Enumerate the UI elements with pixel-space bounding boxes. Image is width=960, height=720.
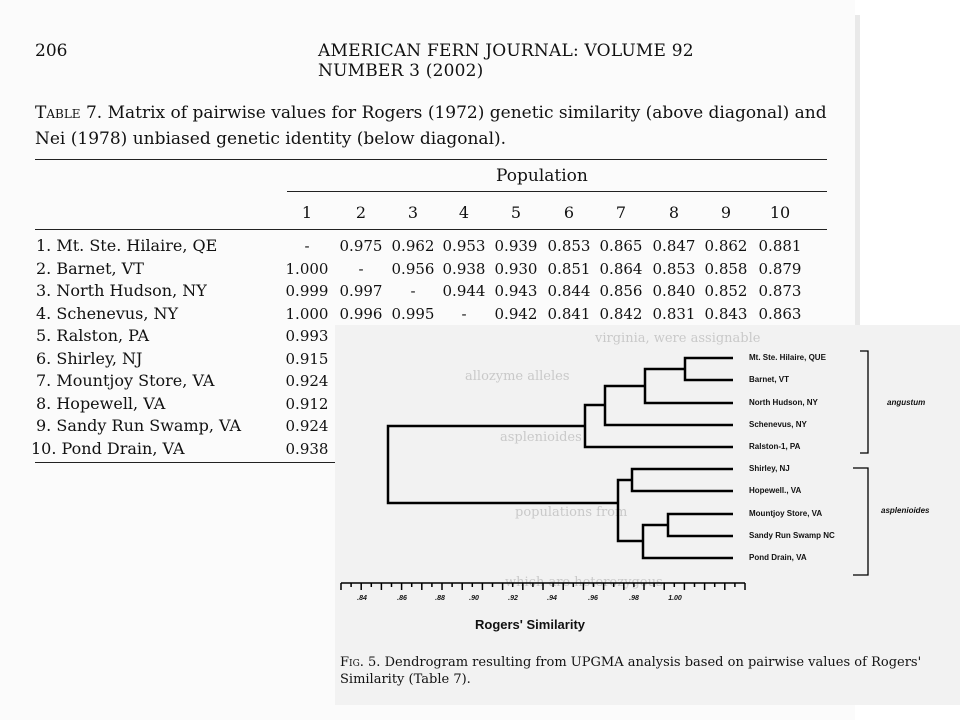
- branch: [645, 369, 733, 403]
- table-cell: 0.995: [391, 304, 435, 323]
- table-cell: 0.975: [339, 237, 383, 255]
- table-cell: 0.938: [285, 439, 329, 458]
- row-label: 4. Schenevus, NY: [36, 303, 179, 323]
- table-cell: 0.862: [704, 237, 748, 255]
- table-label: Table 7.: [35, 103, 103, 123]
- branch: [388, 426, 618, 503]
- bracket-asplenioides: [853, 468, 868, 575]
- journal-title: AMERICAN FERN JOURNAL: VOLUME 92 NUMBER 3 (2002): [318, 41, 694, 81]
- table-cell: 1.000: [285, 304, 329, 323]
- header-bottom-rule: [35, 229, 827, 230]
- table-cell: 0.865: [599, 237, 643, 255]
- table-top-rule: [35, 159, 827, 160]
- page-header: [35, 41, 725, 81]
- column-header: 8: [668, 203, 680, 222]
- leaf-label: Shirley, NJ: [749, 464, 790, 473]
- table-cell: -: [304, 237, 310, 255]
- population-rule: [287, 191, 827, 192]
- column-header: 4: [458, 203, 470, 222]
- table-cell: 0.944: [442, 282, 486, 300]
- figure-page: [335, 325, 960, 705]
- column-header: 10: [769, 203, 791, 222]
- table-cell: 0.915: [285, 349, 329, 368]
- row-label: 8. Hopewell, VA: [36, 393, 166, 413]
- table-cell: 0.953: [442, 237, 486, 255]
- row-label: 3. North Hudson, NY: [36, 281, 207, 300]
- table-cell: 0.863: [758, 304, 802, 323]
- branch: [618, 480, 643, 541]
- column-header: 1: [301, 203, 313, 222]
- figure-label: Fig. 5.: [340, 655, 381, 670]
- leaf-label: Barnet, VT: [749, 375, 790, 384]
- table-cell: 0.831: [652, 304, 696, 323]
- table-caption-text: Matrix of pairwise values for Rogers (1972) genetic similarity (above diagonal) and Nei (1978) unbiased genetic identity (below diagonal).: [35, 103, 827, 149]
- row-label: 10. Pond Drain, VA: [31, 438, 185, 458]
- table-cell: 0.852: [704, 282, 748, 300]
- table-cell: 0.842: [599, 304, 643, 323]
- bleed-text: asplenioides: [500, 430, 582, 445]
- table-cell: 0.841: [547, 304, 591, 323]
- table-cell: 0.840: [652, 282, 696, 300]
- branch: [632, 469, 733, 491]
- page-number: 206: [35, 41, 68, 61]
- bleed-text: allozyme alleles: [465, 369, 570, 384]
- table-cell: 0.943: [494, 282, 538, 300]
- table-cell: 0.853: [547, 237, 591, 255]
- table-cell: 0.930: [494, 259, 538, 278]
- row-label: 5. Ralston, PA: [36, 326, 150, 345]
- table-cell: 0.997: [339, 282, 383, 300]
- column-header: 6: [563, 203, 575, 222]
- tick-label: 1.00: [668, 595, 682, 602]
- table-cell: 0.962: [391, 237, 435, 255]
- column-header: 5: [510, 203, 522, 222]
- table-cell: 0.956: [391, 259, 435, 278]
- bracket-angustum: [860, 351, 868, 453]
- table-cell: 0.881: [758, 237, 802, 255]
- table-cell: 0.879: [758, 259, 802, 278]
- table-cell: 0.912: [285, 394, 329, 413]
- column-header: 3: [407, 203, 419, 222]
- table-cell: 0.844: [547, 282, 591, 300]
- bleed-text: virginia, were assignable: [595, 331, 761, 346]
- table-cell: 0.999: [285, 282, 329, 300]
- row-label: 7. Mountjoy Store, VA: [36, 371, 215, 390]
- column-header: 9: [720, 203, 732, 222]
- group-label-angustum: angustum: [887, 398, 926, 407]
- leaf-label: Sandy Run Swamp NC: [749, 531, 835, 540]
- bleed-text: which are heterozygous: [505, 575, 663, 590]
- tick-label: .96: [588, 595, 598, 602]
- table-cell: 0.942: [494, 304, 538, 323]
- row-label: 9. Sandy Run Swamp, VA: [36, 416, 242, 435]
- table-cell: 1.000: [285, 259, 329, 278]
- leaf-label: Hopewell., VA: [749, 486, 802, 495]
- row-label: 6. Shirley, NJ: [36, 348, 143, 368]
- group-label-asplenioides: asplenioides: [881, 506, 930, 515]
- table-cell: -: [410, 282, 416, 300]
- column-header: 7: [615, 203, 627, 222]
- bleed-text: populations from: [515, 505, 628, 520]
- tick-label: .94: [547, 595, 557, 602]
- figure-caption: [340, 654, 955, 688]
- tick-label: .88: [435, 595, 445, 602]
- tick-label: .84: [357, 595, 367, 602]
- table-cell: 0.993: [285, 327, 329, 345]
- x-axis-label: Rogers' Similarity: [475, 617, 586, 632]
- leaf-label: Schenevus, NY: [749, 420, 807, 429]
- tick-label: .92: [508, 595, 518, 602]
- population-header: Population: [496, 166, 588, 186]
- table-cell: -: [461, 304, 467, 323]
- leaf-label: Mountjoy Store, VA: [749, 509, 823, 518]
- table-cell: 0.996: [339, 304, 383, 323]
- tick-label: .86: [397, 595, 407, 602]
- table-cell: 0.924: [285, 417, 329, 435]
- table-cell: 0.873: [758, 282, 802, 300]
- table-cell: 0.924: [285, 372, 329, 390]
- table-cell: -: [358, 259, 364, 278]
- branch: [605, 386, 733, 425]
- table-cell: 0.843: [704, 304, 748, 323]
- column-header: 2: [355, 203, 367, 222]
- table-cell: 0.864: [599, 259, 643, 278]
- table-caption: [35, 100, 835, 152]
- figure-caption-text: Dendrogram resulting from UPGMA analysis based on pairwise values of Rogers' Similarity (Table 7).: [340, 655, 922, 687]
- leaf-label: Pond Drain, VA: [749, 553, 807, 562]
- leaf-label: Mt. Ste. Hilaire, QUE: [749, 353, 826, 362]
- row-label: 2. Barnet, VT: [36, 258, 144, 278]
- table-cell: 0.847: [652, 237, 696, 255]
- branch: [685, 358, 733, 380]
- table-cell: 0.938: [442, 259, 486, 278]
- tick-label: .98: [629, 595, 639, 602]
- table-cell: 0.856: [599, 282, 643, 300]
- row-label: 1. Mt. Ste. Hilaire, QE: [36, 236, 218, 255]
- table-cell: 0.939: [494, 237, 538, 255]
- table-cell: 0.853: [652, 259, 696, 278]
- leaf-label: North Hudson, NY: [749, 398, 818, 407]
- branch: [643, 525, 733, 558]
- table-cell: 0.851: [547, 259, 591, 278]
- branch: [668, 514, 733, 536]
- table-cell: 0.858: [704, 259, 748, 278]
- tick-label: .90: [469, 595, 479, 602]
- leaf-label: Ralston-1, PA: [749, 442, 801, 451]
